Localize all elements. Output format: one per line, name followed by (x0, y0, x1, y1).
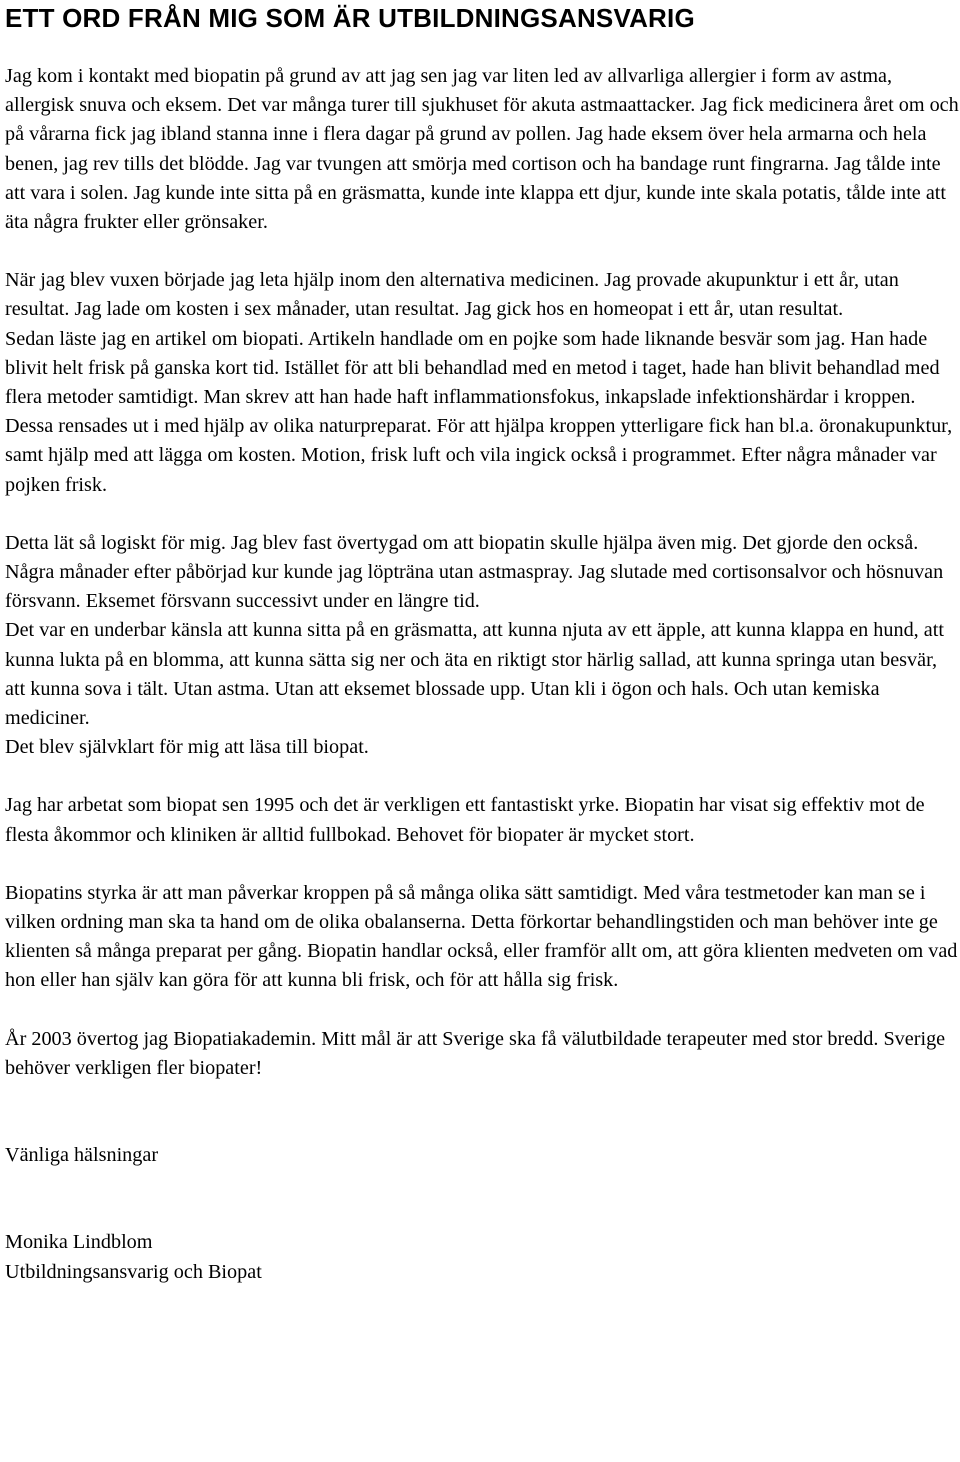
letter-body (5, 62, 960, 1287)
signature-name: Monika Lindblom (5, 1231, 153, 1254)
paragraph-wonderful-feeling: Det var en underbar känsla att kunna sitta på en gräsmatta, att kunna njuta av ett äpple, att kunna klappa en hund, att kunna lukta på en blomma, att kunna sätta sig ner och äta en riktigt stor härlig sallad, att kunna springa utan besvär, att kunna sova i tält. Utan astma. Utan att eksemet blossade upp. Utan kli i ögon och hals. Och utan kemiska mediciner. (5, 619, 944, 730)
paragraph-convinced: Detta lät så logiskt för mig. Jag blev fast övertygad om att biopatin skulle hjälpa även mig. Det gjorde den också. Några månader efter påbörjad kur kunde jag löpträna utan astmaspray. Jag slutade med cortisonsalvor och hösnuvan försvann. Eksemet försvann successivt under en längre tid. (5, 531, 944, 613)
page-title: ETT ORD FRÅN MIG SOM ÄR UTBILDNINGSANSVARIG (5, 3, 695, 33)
paragraph-strength: Biopatins styrka är att man påverkar kroppen på så många olika sätt samtidigt. Med våra testmetoder kan man se i vilken ordning man ska ta hand om de olika obalanserna. Detta förkortar behandlingstiden och man behöver inte ge klienten så många preparat per gång. Biopatin handlar också, eller framför allt om, att göra klienten medveten om vad hon eller han själv kan göra för att kunna bli frisk, och för att hålla sig frisk. (5, 881, 958, 992)
paragraph-allergies: Jag kom i kontakt med biopatin på grund av att jag sen jag var liten led av allvarliga allergier i form av astma, allergisk snuva och eksem. Det var många turer till sjukhuset för akuta astmaattacker. Jag fick medicinera året om och på vårarna fick jag ibland stanna inne i flera dagar på grund av pollen. Jag hade eksem över hela armarna och hela benen, jag rev tills det blödde. Jag var tvungen att smörja med cortison och ha bandage runt fingrarna. Jag tålde inte att vara i solen. Jag kunde inte sitta på en gräsmatta, kunde inte klappa ett djur, kunde inte skala potatis, tålde inte att äta några frukter eller grönsaker. (5, 65, 959, 234)
paragraph-article: Sedan läste jag en artikel om biopati. Artikeln handlade om en pojke som hade liknande besvär som jag. Han hade blivit helt frisk på ganska kort tid. Istället för att bli behandlad med en metod i taget, hade han blivit behandlad med flera metoder samtidigt. Man skrev att han hade haft inflammationsfokus, inkapslade infektionshärdar i kroppen. Dessa rensades ut i med hjälp av olika naturpreparat. För att hjälpa kroppen ytterligare fick han bl.a. öronakupunktur, samt hjälp med att lägga om kosten. Motion, frisk luft och vila ingick också i programmet. Efter några månader var pojken frisk. (5, 327, 953, 496)
document-page (5, 0, 960, 1287)
paragraph-study-decision: Det blev självklart för mig att läsa till biopat. (5, 736, 369, 759)
signature-role: Utbildningsansvarig och Biopat (5, 1260, 262, 1283)
paragraph-academy: År 2003 övertog jag Biopatiakademin. Mitt mål är att Sverige ska få välutbildade terapeuter med stor bredd. Sverige behöver verkligen fler biopater! (5, 1027, 946, 1079)
paragraph-alternative-medicine: När jag blev vuxen började jag leta hjälp inom den alternativa medicinen. Jag provade akupunktur i ett år, utan resultat. Jag lade om kosten i sex månader, utan resultat. Jag gick hos en homeopat i ett år, utan resultat. (5, 269, 899, 321)
paragraph-working-since: Jag har arbetat som biopat sen 1995 och det är verkligen ett fantastiskt yrke. Biopatin har visat sig effektiv mot de flesta åkommor och kliniken är alltid fullbokad. Behovet för biopater är mycket stort. (5, 794, 925, 846)
closing-greeting: Vänliga hälsningar (5, 1144, 159, 1167)
